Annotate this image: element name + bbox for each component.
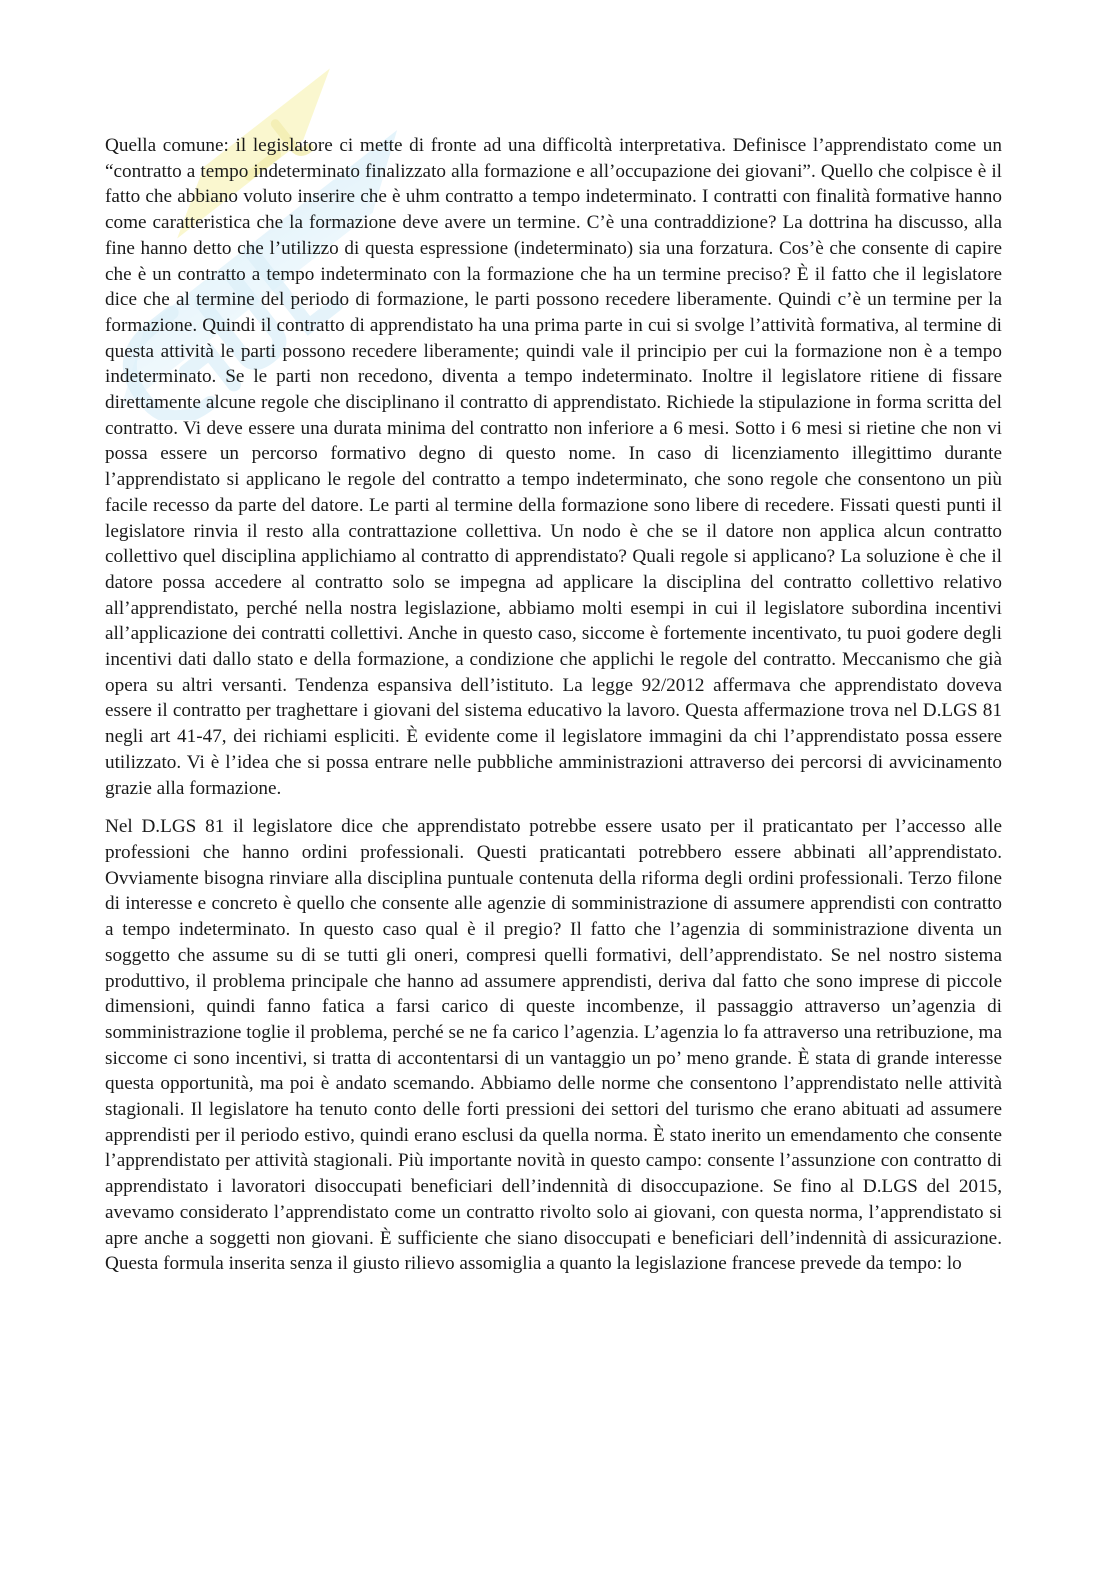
document-body xyxy=(105,133,1002,1290)
paragraph: Quella comune: il legislatore ci mette di fronte ad una difficoltà interpretativa. Definisce l’apprendistato come un “contratto a tempo indeterminato finalizzato alla formazione e all’occupazione dei giovani”. Quello che colpisce è il fatto che abbiano voluto inserire che è uhm contratto a tempo indeterminato. I contratti con finalità formative hanno come caratteristica che la formazione deve avere un termine. C’è una contraddizione? La dottrina ha discusso, alla fine hanno detto che l’utilizzo di questa espressione (indeterminato) sia una forzatura. Cos’è che consente di capire che è un contratto a tempo indeterminato con la formazione che ha un termine preciso? È il fatto che il legislatore dice che al termine del periodo di formazione, le parti possono recedere liberamente. Quindi c’è un termine per la formazione. Quindi il contratto di apprendistato ha una prima parte in cui si svolge l’attività formativa, al termine di questa attività le parti possono recedere liberamente; quindi vale il principio per cui la formazione non è a tempo indeterminato. Se le parti non recedono, diventa a tempo indeterminato. Inoltre il legislatore ritiene di fissare direttamente alcune regole che disciplinano il contratto di apprendistato. Richiede la stipulazione in forma scritta del contratto. Vi deve essere una durata minima del contratto non inferiore a 6 mesi. Sotto i 6 mesi si rietine che non vi possa essere un percorso formativo degno di questo nome. In caso di licenziamento illegittimo durante l’apprendistato si applicano le regole del contratto a tempo indeterminato, che sono regole che consentono un più facile recesso da parte del datore. Le parti al termine della formazione sono libere di recedere. Fissati questi punti il legislatore rinvia il resto alla contrattazione collettiva. Un nodo è che se il datore non applica alcun contratto collettivo quel disciplina applichiamo al contratto di apprendistato? Quali regole si applicano? La soluzione è che il datore possa accedere al contratto solo se impegna ad applicare la disciplina del contratto collettivo relativo all’apprendistato, perché nella nostra legislazione, abbiamo molti esempi in cui il legislatore subordina incentivi all’applicazione dei contratti collettivi. Anche in questo caso, siccome è fortemente incentivato, tu puoi godere degli incentivi dati dallo stato e della formazione, a condizione che applichi le regole del contratto. Meccanismo che già opera su altri versanti. Tendenza espansiva dell’istituto. La legge 92/2012 affermava che apprendistato doveva essere il contratto per traghettare i giovani del sistema educativo la lavoro. Questa affermazione trova nel D.LGS 81 negli art 41-47, dei richiami espliciti. È evidente come il legislatore immagini da chi l’apprendistato possa essere utilizzato. Vi è l’idea che si possa entrare nelle pubbliche amministrazioni attraverso dei percorsi di avvicinamento grazie alla formazione. xyxy=(105,135,1002,799)
paragraph: Nel D.LGS 81 il legislatore dice che apprendistato potrebbe essere usato per il praticantato per l’accesso alle professioni che hanno ordini professionali. Questi praticantati potrebbero essere abbinati all’apprendistato. Ovviamente bisogna rinviare alla disciplina puntuale contenuta della riforma degli ordini professionali. Terzo filone di interesse e concreto è quello che consente alle agenzie di somministrazione di assumere apprendisti con contratto a tempo indeterminato. In questo caso qual è il pregio? Il fatto che l’agenzia di somministrazione diventa un soggetto che assume su di se tutti gli oneri, compresi quelli formativi, dell’apprendistato. Se nel nostro sistema produttivo, il problema principale che hanno ad assumere apprendisti, deriva dal fatto che sono imprese di piccole dimensioni, quindi fanno fatica a farsi carico di queste incombenze, il passaggio attraverso un’agenzia di somministrazione toglie il problema, perché se ne fa carico l’agenzia. L’agenzia lo fa attraverso una retribuzione, ma siccome ci sono incentivi, si tratta di accontentarsi di un vantaggio un po’ meno grande. È stata di grande interesse questa opportunità, ma poi è andato scemando. Abbiamo delle norme che consentono l’apprendistato nelle attività stagionali. Il legislatore ha tenuto conto delle forti pressioni dei settori del turismo che erano abituati ad assumere apprendisti per il periodo estivo, quindi erano esclusi da quella norma. È stato inerito un emendamento che consente l’apprendistato per attività stagionali. Più importante novità in questo campo: consente l’assunzione con contratto di apprendistato i lavoratori disoccupati beneficiari dell’indennità di disoccupazione. Se fino al D.LGS del 2015, avevamo considerato l’apprendistato come un contratto rivolto solo ai giovani, con questa norma, l’apprendistato si apre anche a soggetti non giovani. È sufficiente che siano disoccupati e beneficiari dell’indennità di assicurazione. Questa formula inserita senza il giusto rilievo assomiglia a quanto la legislazione francese prevede da tempo: lo xyxy=(105,816,1002,1275)
